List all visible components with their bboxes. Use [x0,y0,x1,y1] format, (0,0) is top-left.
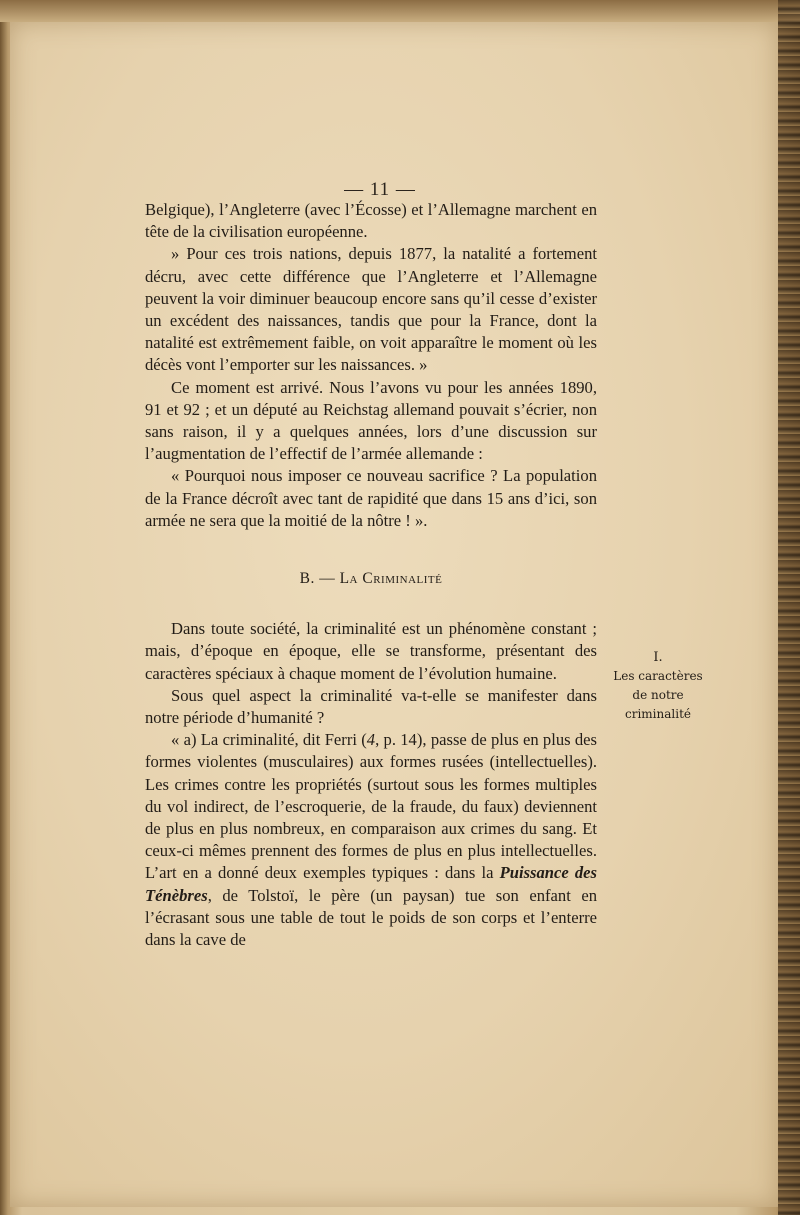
paragraph-4: « Pourquoi nous imposer ce nouveau sacrifice ? La population de la France décroît avec tant de rapidité que dans 15 ans d’ici, son armée ne sera que la moitié de la nôtre ! ». [145,466,597,530]
margin-note-line-1: Les caractères [613,669,703,683]
section-prefix: B. — [299,570,340,588]
page-number: — 11 — [344,179,416,200]
paragraph-5: Dans toute société, la criminalité est un phénomène constant ; mais, d’époque en époque, elle se transforme, présentant des caractères spéciaux à chaque moment de l’évolution humaine. [145,619,597,683]
margin-note-line-2: de notre [632,688,684,702]
reference-number: 4 [366,730,376,750]
work-title: Puissance des Ténèbres [145,863,597,905]
margin-note [606,648,710,724]
paragraph-2: » Pour ces trois nations, depuis 1877, la natalité a fortement décru, avec cette différence que l’Angleterre et l’Allemagne peuvent la voir diminuer beaucoup encore sans qu’il cesse d’exister un excédent des naissances, tandis que pour la France, dont la natalité est extrêmement faible, on voit apparaître le moment où les décès vont l’emporter sur les naissances. » [145,244,597,375]
paragraph-1: Belgique), l’Angleterre (avec l’Écosse) et l’Allemagne marchent en tête de la civilisation européenne. [145,200,597,242]
quote-end: , de Tolstoï, le père (un paysan) tue son enfant en l’écrasant sous une table de tout le poids de son corps et l’enterre dans la cave de [145,885,597,950]
paragraph-6: Sous quel aspect la criminalité va-t-elle se manifester dans notre période d’humanité ? [145,685,597,728]
section-title: La Criminalité [339,570,443,588]
body-text [145,199,597,951]
paragraph-3: Ce moment est arrivé. Nous l’avons vu pour les années 1890, 91 et 92 ; et un député au Reichstag allemand pouvait s’écrier, non sans raison, il y a quelques années, lors d’une discussion sur l’augmentation de l’effectif de l’armée allemande : [145,377,597,464]
quote-start: « a) La criminalité, dit Ferri ( [171,730,367,750]
section-heading [145,568,597,590]
margin-note-number: I. [653,650,663,665]
book-binding-edge [778,0,800,1215]
paragraph-7 [145,729,597,951]
page-top-edge [0,0,800,22]
quote-middle: , p. 14), passe de plus en plus des formes violentes (musculaires) aux formes rusées (intellectuelles). Les crimes contre les propriétés (surtout sous les formes multiples du vol indirect, de l’escroquerie, de la fraude, du faux) deviennent de plus en plus nombreux, en comparaison aux crimes du sang. Et ceux-ci mêmes prennent des formes de plus en plus intellectuelles. L’art en a donné deux exemples typiques : dans la [145,730,597,883]
margin-note-line-3: criminalité [625,707,691,721]
